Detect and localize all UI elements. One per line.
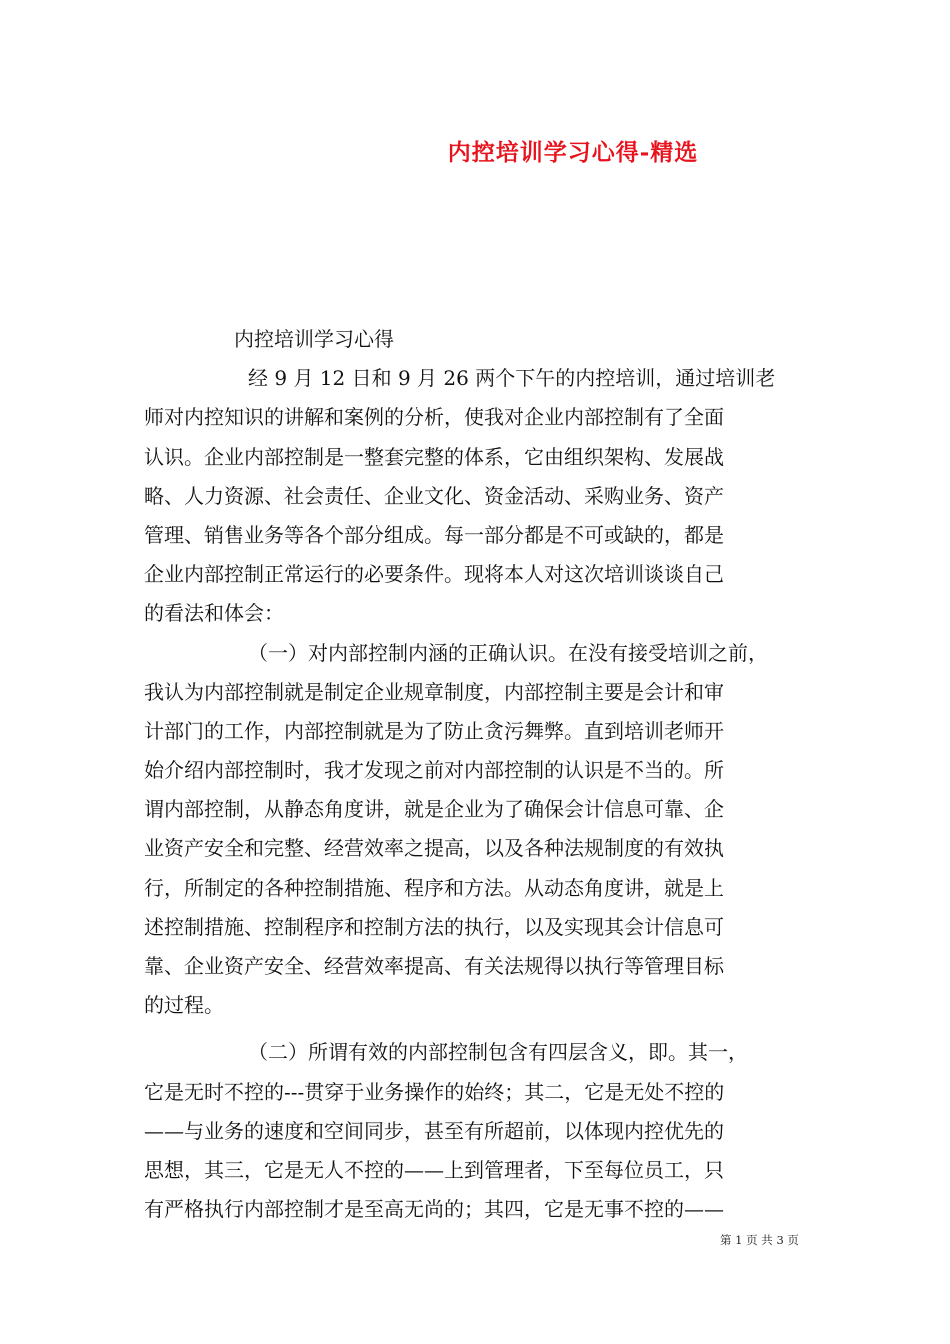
body-line: 思想，其三，它是无人不控的——上到管理者，下至每位员工，只 bbox=[144, 1157, 724, 1182]
body-line: 管理、销售业务等各个部分组成。每一部分都是不可或缺的，都是 bbox=[144, 522, 724, 547]
body-line: 业资产安全和完整、经营效率之提高，以及各种法规制度的有效执 bbox=[144, 836, 724, 861]
body-line: 的看法和体会： bbox=[144, 601, 284, 626]
body-line: 师对内控知识的讲解和案例的分析，使我对企业内部控制有了全面 bbox=[144, 405, 724, 430]
body-line: （一）对内部控制内涵的正确认识。在没有接受培训之前， bbox=[248, 640, 768, 665]
body-line: 我认为内部控制就是制定企业规章制度，内部控制主要是会计和审 bbox=[144, 679, 724, 704]
body-line: ——与业务的速度和空间同步，甚至有所超前，以体现内控优先的 bbox=[144, 1118, 724, 1143]
body-line: 靠、企业资产安全、经营效率提高、有关法规得以执行等管理目标 bbox=[144, 954, 724, 978]
document-title: 内控培训学习心得-精选 bbox=[447, 139, 699, 166]
body-line: 有严格执行内部控制才是至高无尚的；其四，它是无事不控的—— bbox=[144, 1197, 724, 1222]
document-body bbox=[144, 320, 832, 1229]
body-line: 内控培训学习心得 bbox=[234, 327, 394, 351]
body-line: 认识。企业内部控制是一整套完整的体系，它由组织架构、发展战 bbox=[144, 444, 724, 469]
body-line: 述控制措施、控制程序和控制方法的执行，以及实现其会计信息可 bbox=[144, 914, 724, 939]
body-line: （二）所谓有效的内部控制包含有四层含义，即。其一， bbox=[248, 1040, 748, 1065]
body-line: 略、人力资源、社会责任、企业文化、资金活动、采购业务、资产 bbox=[144, 483, 724, 508]
body-line: 它是无时不控的---贯穿于业务操作的始终；其二，它是无处不控的 bbox=[144, 1079, 725, 1104]
body-line: 行，所制定的各种控制措施、程序和方法。从动态角度讲，就是上 bbox=[144, 875, 724, 900]
body-line: 的过程。 bbox=[144, 993, 224, 1018]
body-line: 谓内部控制，从静态角度讲，就是企业为了确保会计信息可靠、企 bbox=[144, 797, 724, 822]
body-line: 始介绍内部控制时，我才发现之前对内部控制的认识是不当的。所 bbox=[144, 758, 724, 783]
body-line: 经 9 月 12 日和 9 月 26 两个下午的内控培训，通过培训老 bbox=[248, 366, 776, 391]
page-number-footer: 第 1 页 共 3 页 bbox=[720, 1233, 799, 1247]
body-line: 企业内部控制正常运行的必要条件。现将本人对这次培训谈谈自己 bbox=[144, 562, 724, 587]
body-line: 计部门的工作，内部控制就是为了防止贪污舞弊。直到培训老师开 bbox=[144, 718, 724, 743]
